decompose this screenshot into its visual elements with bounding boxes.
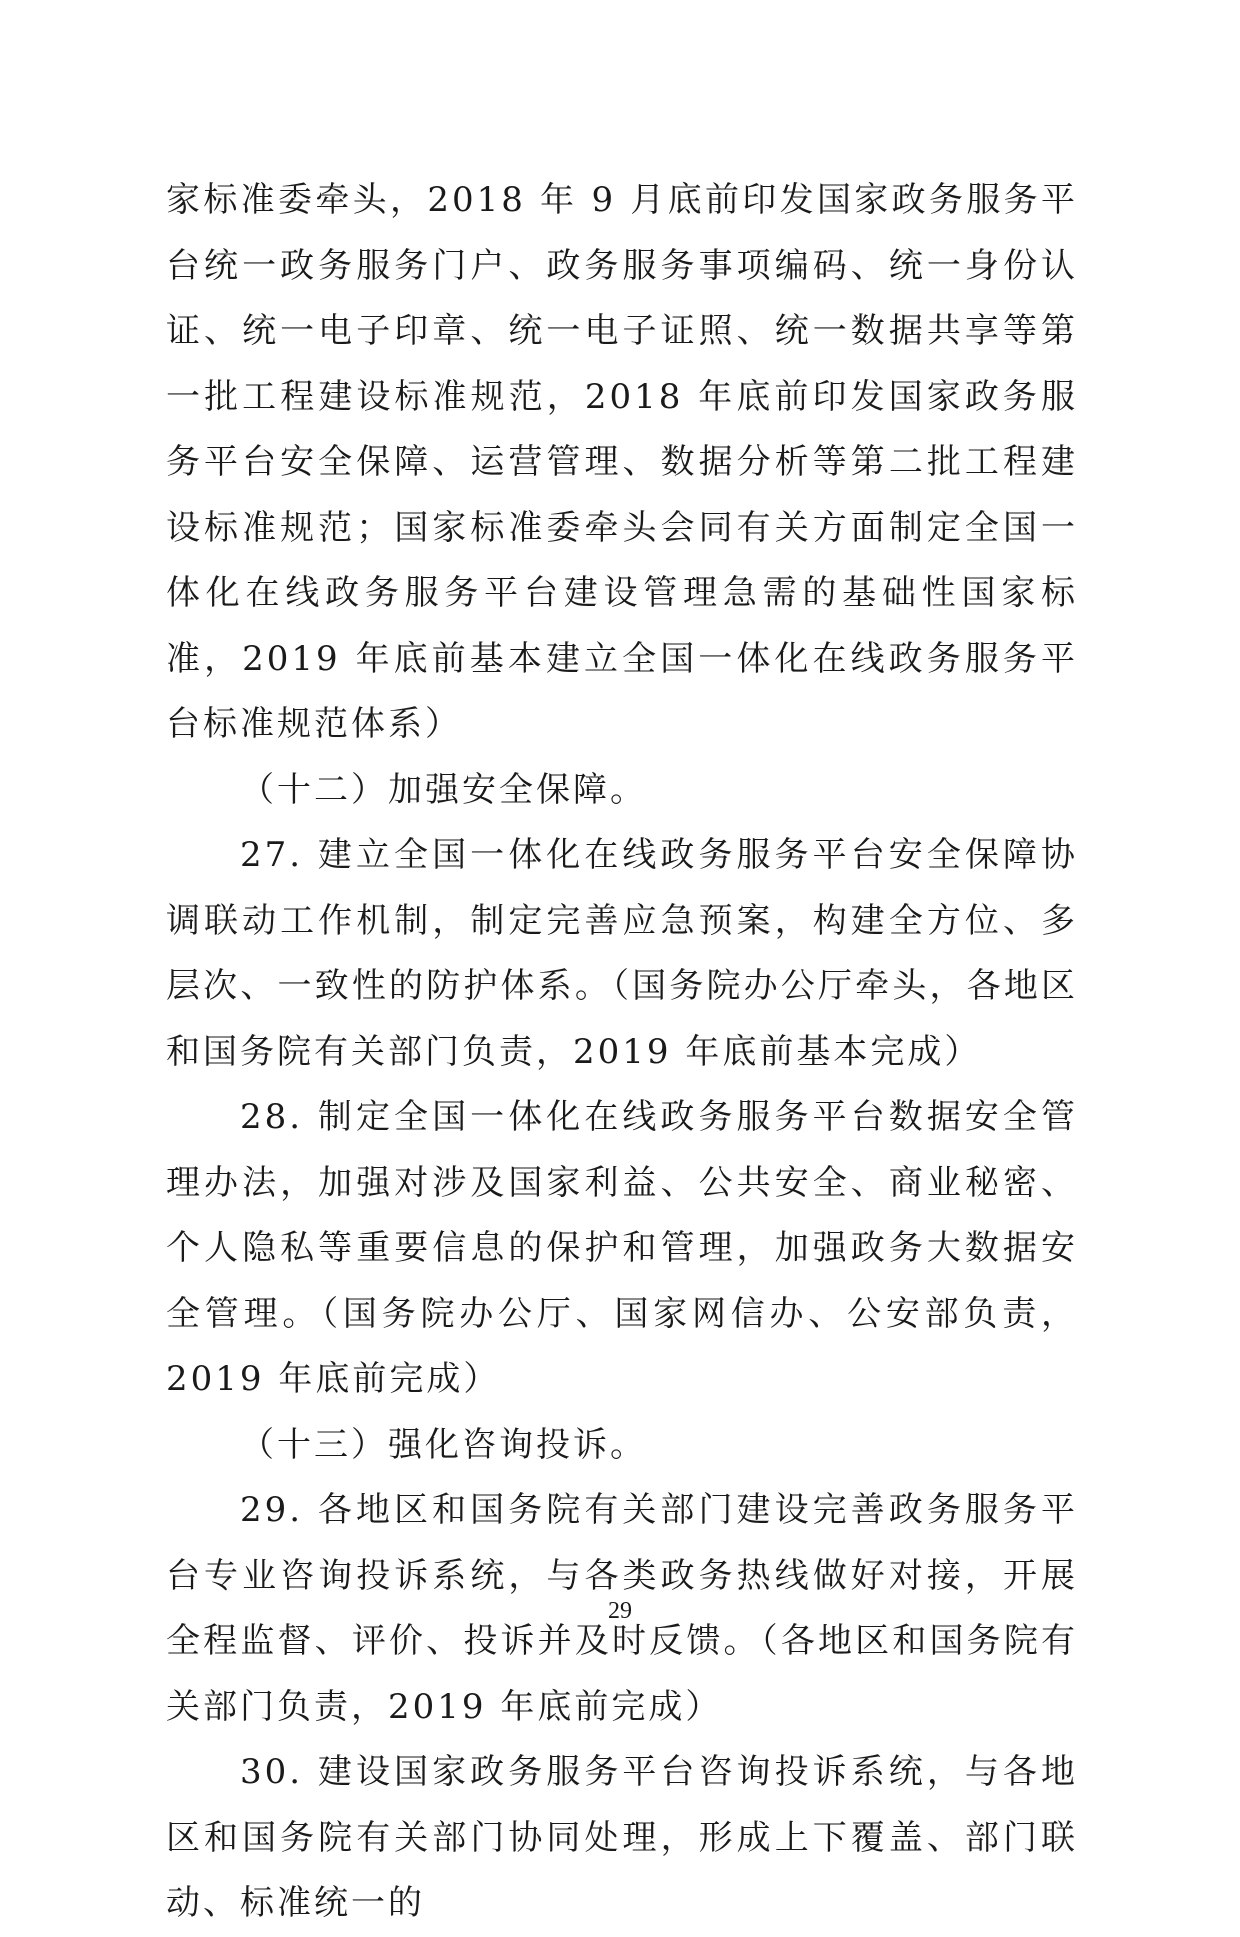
page-number: 29 (608, 1598, 632, 1624)
item-29: 29. 各地区和国务院有关部门建设完善政务服务平台专业咨询投诉系统，与各类政务热线做好对接，开展全程监督、评价、投诉并及时反馈。（各地区和国务院有关部门负责，2019 年底前完成） (166, 1490, 1078, 1727)
heading-consultation: （十三）强化咨询投诉。 (240, 1424, 647, 1465)
document-body (166, 168, 1078, 1937)
paragraph-standards-continuation: 家标准委牵头，2018 年 9 月底前印发国家政务服务平台统一政务服务门户、政务服务事项编码、统一身份认证、统一电子印章、统一电子证照、统一数据共享等第一批工程建设标准规范，2018 年底前印发国家政务服务平台安全保障、运营管理、数据分析等第二批工程建设标准规范；国家标准委牵头会同有关方面制定全国一体化在线政务服务平台建设管理急需的基础性国家标准，2019 年底前基本建立全国一体化在线政务服务平台标准规范体系） (166, 180, 1078, 744)
item-30: 30. 建设国家政务服务平台咨询投诉系统，与各地区和国务院有关部门协同处理，形成上下覆盖、部门联动、标准统一的 (166, 1752, 1078, 1923)
item-28: 28. 制定全国一体化在线政务服务平台数据安全管理办法，加强对涉及国家利益、公共安全、商业秘密、个人隐私等重要信息的保护和管理，加强政务大数据安全管理。（国务院办公厅、国家网信办、公安部负责，2019 年底前完成） (166, 1097, 1078, 1399)
heading-security: （十二）加强安全保障。 (240, 769, 647, 810)
item-27: 27. 建立全国一体化在线政务服务平台安全保障协调联动工作机制，制定完善应急预案，构建全方位、多层次、一致性的防护体系。（国务院办公厅牵头，各地区和国务院有关部门负责，2019 年底前基本完成） (166, 835, 1078, 1072)
